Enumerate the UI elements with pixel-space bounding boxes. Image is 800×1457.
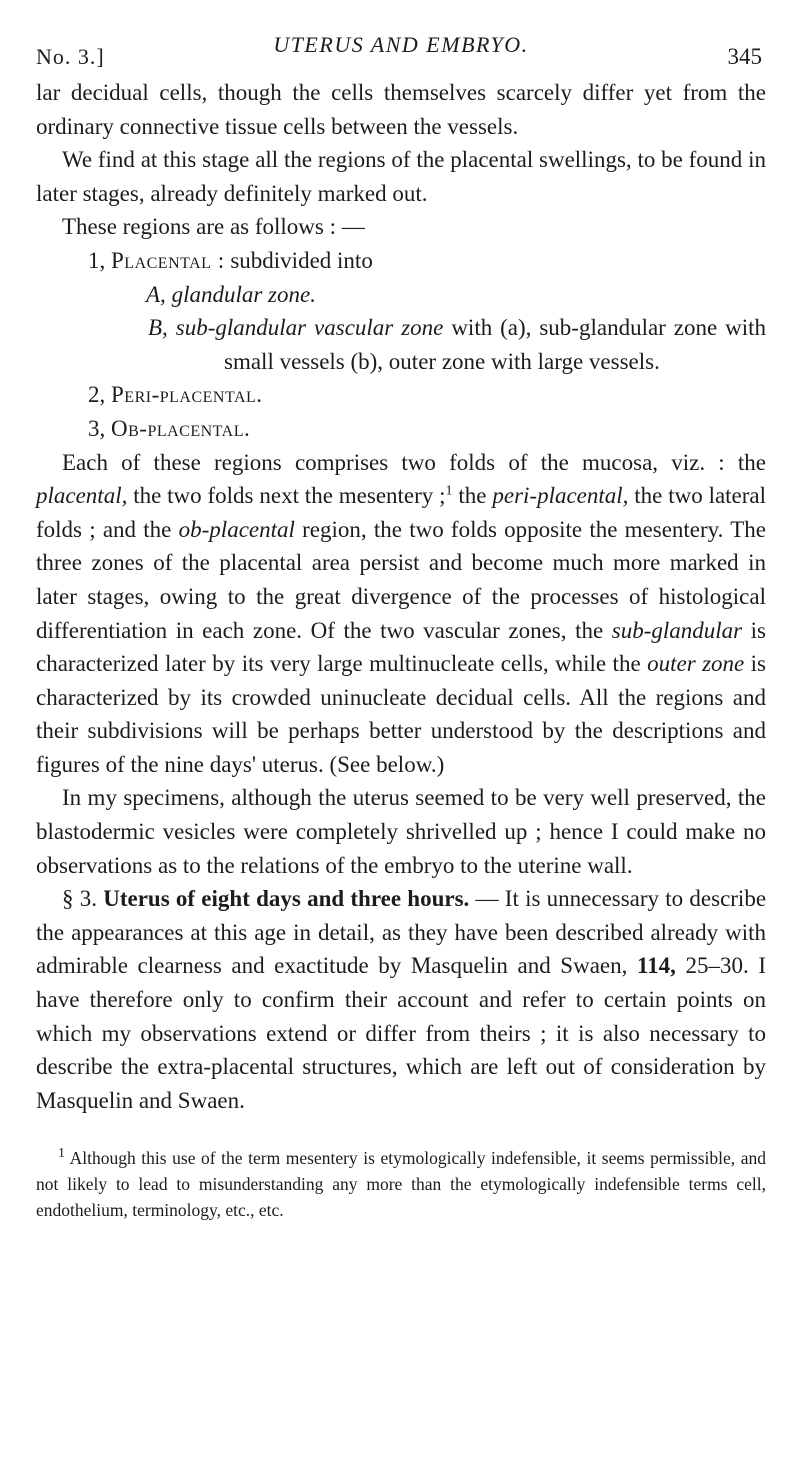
paragraph-1: lar decidual cells, though the cells themselves scarcely differ yet from the ordinary connective tissue cells between the vessels. (36, 80, 766, 139)
sublist-letter: A, (146, 281, 166, 307)
text-run: Each of these regions comprises two folds of the mucosa, viz. : the (62, 449, 766, 475)
paragraph-5: In my specimens, although the uterus seemed to be very well preserved, the blastodermic vesicles were completely shrivelled up ; hence I could make no observations as to the relations of the embryo to the uterine wall. (36, 785, 766, 878)
list-label: Placental : (111, 247, 225, 273)
sublist-text: with (a), sub-glandular zone with small vessels (b), outer zone with large vessels. (224, 315, 767, 374)
footnote (36, 1145, 766, 1223)
sublist-text: glandular zone. (171, 281, 316, 307)
section-heading: Uterus of eight days and three hours. (103, 886, 470, 912)
text-run: the two lateral folds ; and the (36, 483, 767, 542)
issue-number: No. 3.] (36, 44, 105, 69)
paragraph-2: We find at this stage all the regions of the placental swellings, to be found in later stages, already definitely marked out. (36, 147, 766, 206)
running-header (36, 28, 766, 76)
reference-number: 114, (636, 953, 676, 979)
text-run: the (458, 483, 487, 509)
book-page (36, 28, 766, 1428)
running-title: UTERUS AND EMBRYO. (273, 32, 529, 57)
list-text: subdivided into (230, 247, 373, 273)
list-number: 2, (88, 382, 106, 408)
italic-term: ob-placental (178, 516, 295, 542)
sublist-item-b (36, 311, 766, 378)
text-run: region, the two folds opposite the mesentery. The three zones of the placental area persist and become much more marked in later stages, owing to the great divergence of the processes of histological differentiation in each zone. Of the two vascular zones, the (36, 516, 767, 643)
paragraph-4 (36, 446, 766, 782)
sublist-term: sub-glandular vascular zone (175, 315, 444, 341)
list-number: 1, (88, 247, 106, 273)
list-item-placental (36, 244, 766, 278)
list-label: Peri-placental. (111, 382, 263, 408)
italic-term: placental, (36, 483, 128, 509)
italic-term: sub-glandular (611, 617, 743, 643)
text-run: 25–30. I have therefore only to confirm their account and refer to certain points on which my observations extend or differ from theirs ; it is also necessary to describe the extra-placental structures, which are left out of consideration by Masquelin and Swaen. (36, 953, 767, 1113)
italic-term: peri-placental, (492, 483, 629, 509)
sublist-letter: B, (148, 315, 168, 341)
italic-term: outer zone (647, 651, 745, 677)
text-run: is characterized later by its very large multinucleate cells, while the (36, 617, 767, 677)
text-run: — It is unnecessary to describe the appearances at this age in detail, as they have been described already with admirable clearness and exactitude by Masquelin and Swaen, (36, 886, 767, 979)
list-item-peri-placental (36, 378, 766, 412)
footnote-reference: 1 (445, 483, 453, 499)
paragraph-6 (36, 882, 766, 1117)
page-number: 345 (727, 44, 762, 69)
text-run: is characterized by its crowded uninucleate decidual cells. All the regions and their subdivisions will be perhaps better understood by the descriptions and figures of the nine days' uterus. (See below.) (36, 651, 767, 777)
paragraph-3: These regions are as follows : — (62, 214, 365, 240)
list-item-ob-placental (36, 412, 766, 446)
sublist-item-a (36, 278, 766, 312)
footnote-number: 1 (58, 1146, 65, 1162)
main-text (36, 76, 766, 1117)
footnote-area (36, 1145, 766, 1223)
list-number: 3, (88, 415, 106, 441)
regions-list (36, 244, 766, 446)
text-run: the two folds next the mesentery ; (133, 483, 446, 509)
footnote-text: Although this use of the term mesentery is etymologically indefensible, it seems permissible, and not likely to lead to misunderstanding any more than the etymologically indefensible terms cell, endothelium, terminology, etc., etc. (36, 1148, 766, 1221)
section-number: § 3. (62, 886, 97, 912)
list-label: Ob-placental. (111, 415, 251, 441)
